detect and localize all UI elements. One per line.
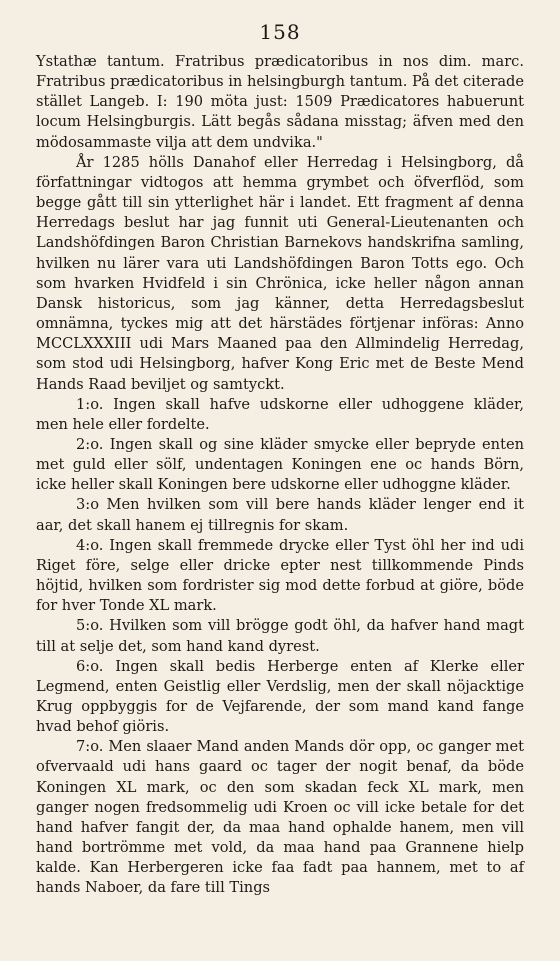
paragraph-article-1: 1:o. Ingen skall hafve udskorne eller udhoggene kläder, men hele eller fordelte. <box>36 395 524 433</box>
paragraph-article-7: 7:o. Men slaaer Mand anden Mands dör opp, oc ganger met ofvervaald udi hans gaard oc tager der nogit benaf, da böde Koningen XL mark, oc den som skadan feck XL mark, men ganger nogen fredsommelig udi Kroen oc vill icke betale for det hand hafver fangit der, da maa hand ophalde hanem, men vill hand bortrömme met vold, da maa hand paa Grannene hielp kalde. Kan Herbergeren icke faa fadt paa hannem, met to af hands Naboer, da fare till Tings <box>36 738 524 897</box>
paragraph-article-4: 4:o. Ingen skall fremmede drycke eller Tyst öhl her ind udi Riget före, selge eller dricke epter nest tillkommende Pinds höjtid, hvilken som fordrister sig mod dette forbud at giöre, böde for hver Tonde XL mark. <box>36 536 524 615</box>
paragraph-article-2: 2:o. Ingen skall og sine kläder smycke eller bepryde enten met guld eller sölf, undentagen Koningen ene oc hands Börn, icke heller skall Koningen bere udskorne eller udhoggne kläder. <box>36 435 524 494</box>
paragraph-herredag-1285: År 1285 hölls Danahof eller Herredag i Helsingborg, då författningar vidtogos att hemma grymbet och öfverflöd, som begge gått till sin ytterlighet här i landet. Ett fragment af denna Herredags beslut har jag funnit uti General-Lieutenanten och Landshöfdingen Baron Christian Barnekovs handskrifna samling, hvilken nu lärer vara uti Landshöfdingen Baron Totts ego. Och som hvarken Hvidfeld i sin Chrönica, icke heller någon annan Dansk historicus, som jag känner, detta Herredagsbeslut omnämna, tyckes mig att det härstädes förtjenar införas: Anno MCCLXXXIII udi Mars Maaned paa den Allmindelig Herredag, som stod udi Helsingborg, hafver Kong Eric met de Beste Mend Hands Raad beviljet og samtyckt. <box>36 153 524 393</box>
page-number: 158 <box>259 20 301 44</box>
paragraph-article-5: 5:o. Hvilken som vill brögge godt öhl, da hafver hand magt till at selje det, som hand kand dyrest. <box>36 617 524 655</box>
paragraph-citation-end: Ystathæ tantum. Fratribus prædicatoribus in nos dim. marc. Fratribus prædicatoribus in helsingburgh tantum. På det citerade stället Langeb. I: 190 möta just: 1509 Prædicatores habuerunt locum Helsingburgis. Lätt begås sådana misstag; äfven med den mödosammaste vilja att dem undvika." <box>36 53 524 151</box>
paragraph-article-3: 3:o Men hvilken som vill bere hands kläder lenger end it aar, det skall hanem ej tillregnis for skam. <box>36 496 524 534</box>
body-text <box>36 52 524 899</box>
paragraph-article-6: 6:o. Ingen skall bedis Herberge enten af Klerke eller Legmend, enten Geistlig eller Verdslig, men der skall nöjacktige Krug oppbyggis for de Vejfarende, der som mand kand fange hvad behof giöris. <box>36 657 524 736</box>
